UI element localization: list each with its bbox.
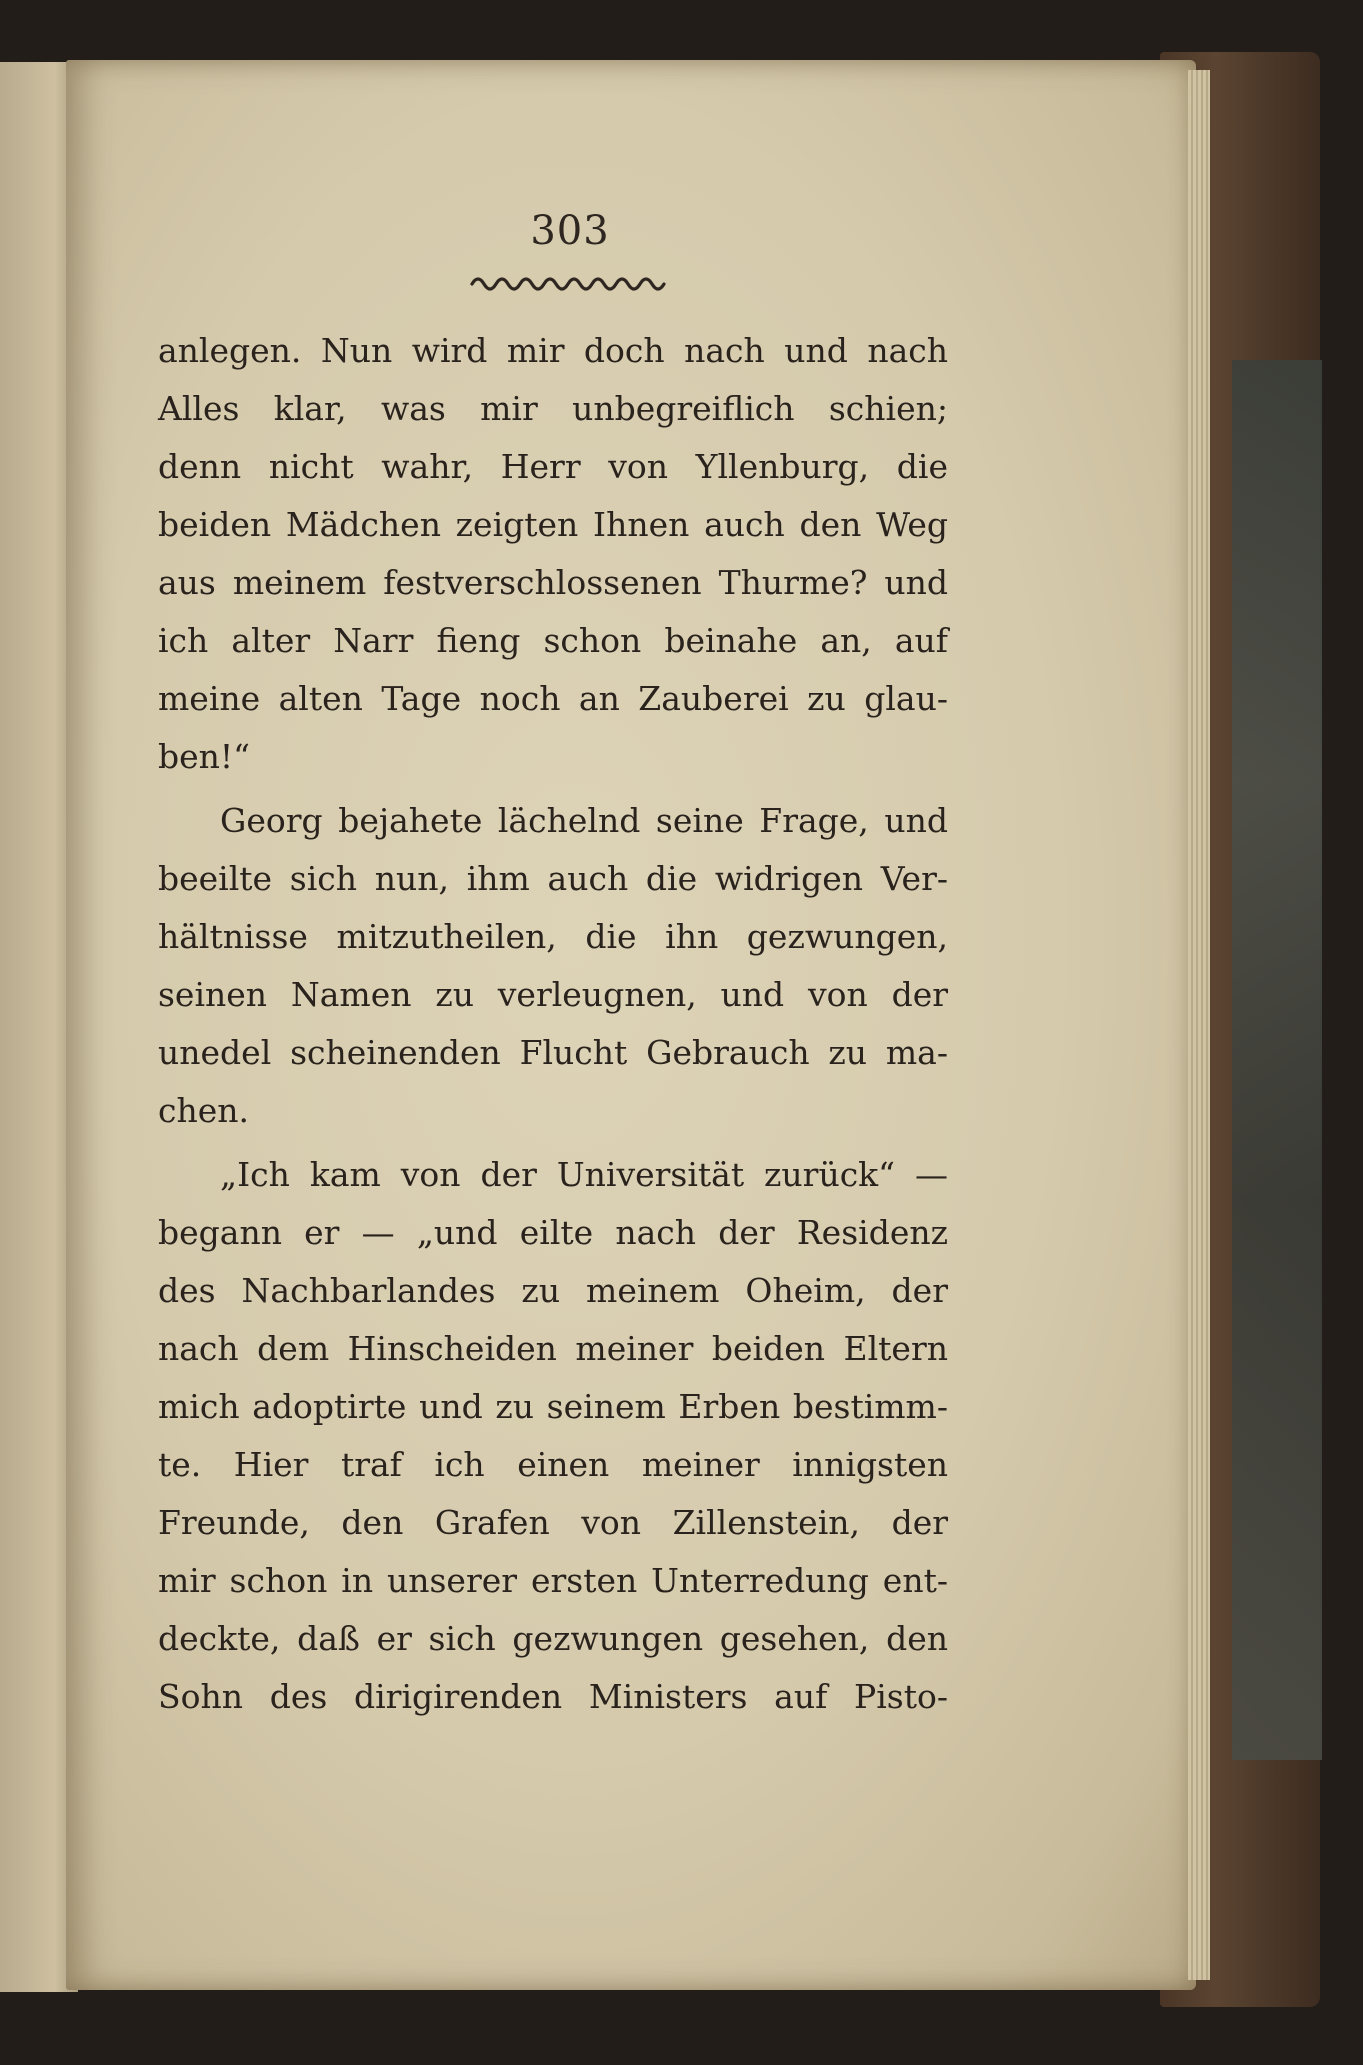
text-line: Alles klar, was mir unbegreiflich schien; [158, 389, 948, 428]
paragraph-1 [158, 322, 948, 786]
text-line: „Ich kam von der Universität zurück“ — [220, 1155, 948, 1194]
text-line: ich alter Narr fieng schon beinahe an, auf [158, 621, 948, 660]
text-line: ben!“ [158, 737, 251, 776]
text-line: denn nicht wahr, Herr von Yllenburg, die [158, 447, 948, 486]
text-line: Sohn des dirigirenden Ministers auf Pisto- [158, 1677, 948, 1716]
text-line: anlegen. Nun wird mir doch nach und nach [158, 331, 948, 370]
text-line: mir schon in unserer ersten Unterredung ent- [158, 1561, 948, 1600]
text-line: mich adoptirte und zu seinem Erben bestimm- [158, 1387, 948, 1426]
text-line: nach dem Hinscheiden meiner beiden Eltern [158, 1329, 948, 1368]
text-line: beiden Mädchen zeigten Ihnen auch den Weg [158, 505, 948, 544]
text-line: Georg bejahete lächelnd seine Frage, und [220, 801, 948, 840]
text-line: beeilte sich nun, ihm auch die widrigen Ver- [158, 859, 948, 898]
book-cover-marbled-paper [1232, 360, 1322, 1760]
page-number: 303 [530, 208, 610, 254]
text-line: unedel scheinenden Flucht Gebrauch zu ma- [158, 1033, 948, 1072]
paragraph-2 [158, 792, 948, 1140]
text-line: seinen Namen zu verleugnen, und von der [158, 975, 948, 1014]
text-line: begann er — „und eilte nach der Residenz [158, 1213, 948, 1252]
text-line: deckte, daß er sich gezwungen gesehen, den [158, 1619, 948, 1658]
text-line: te. Hier traf ich einen meiner innigsten [158, 1445, 948, 1484]
page-stack-edges [1188, 70, 1210, 1980]
text-line: hältnisse mitzutheilen, die ihn gezwungen, [158, 917, 948, 956]
paragraph-3 [158, 1146, 948, 1726]
text-line: Freunde, den Grafen von Zillenstein, der [158, 1503, 948, 1542]
text-line: des Nachbarlandes zu meinem Oheim, der [158, 1271, 948, 1310]
text-line: aus meinem festverschlossenen Thurme? und [158, 563, 948, 602]
text-line: chen. [158, 1091, 250, 1130]
text-line: meine alten Tage noch an Zauberei zu glau- [158, 679, 948, 718]
body-text [158, 322, 948, 1732]
wavy-ornament-rule [470, 270, 670, 294]
